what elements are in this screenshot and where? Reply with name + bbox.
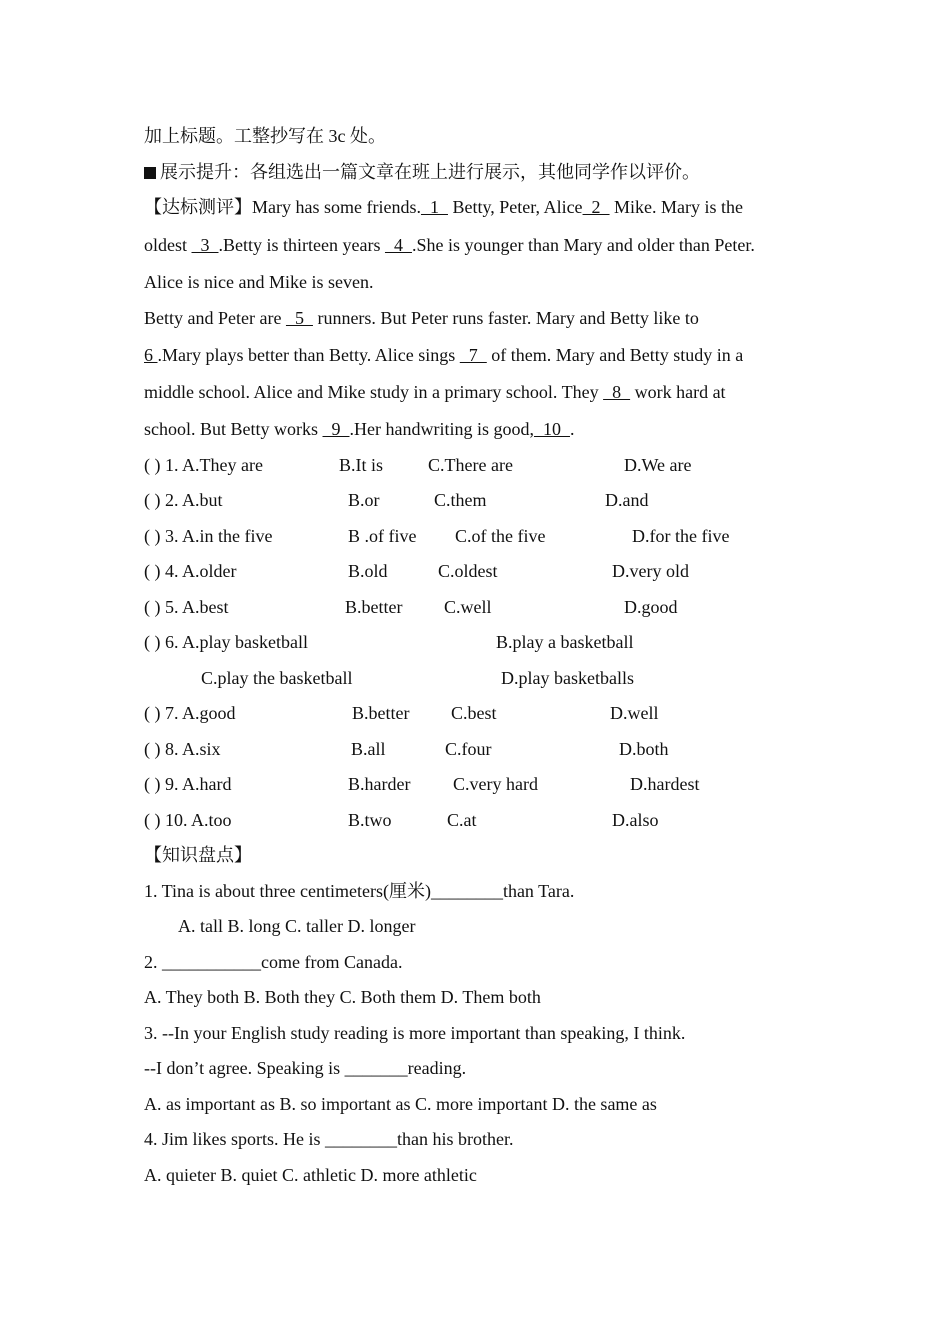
black-square-icon	[144, 167, 156, 179]
blank-3: 3	[191, 234, 219, 255]
blank-2: 2	[582, 197, 610, 217]
blank-7: 7	[459, 344, 487, 365]
document-page	[144, 118, 824, 1193]
passage-line-2: oldest 3 .Betty is thirteen years 4 .She is younger than Mary and older than Peter.	[144, 234, 755, 255]
knowledge-q3-reply: --I don’t agree. Speaking is _______reading.	[144, 1058, 467, 1078]
passage-line-6: middle school. Alice and Mike study in a primary school. They 8 work hard at	[144, 381, 726, 402]
knowledge-q3-options: A. as important as B. so important as C. more important D. the same as	[144, 1093, 657, 1114]
knowledge-q2: 2. ___________come from Canada.	[144, 951, 403, 972]
question-8: ( ) 8. A.six B.all C.four D.both	[144, 738, 669, 759]
intro-line-1: 加上标题。工整抄写在 3c 处。	[144, 126, 386, 146]
knowledge-q4: 4. Jim likes sports. He is ________than his brother.	[144, 1129, 514, 1149]
blank-8: 8	[603, 381, 631, 402]
question-5: ( ) 5. A.best B.better C.well D.good	[144, 596, 678, 617]
passage-line-1: 【达标测评】Mary has some friends. 1 Betty, Peter, Alice 2 Mike. Mary is the	[144, 197, 744, 217]
question-1: ( ) 1. A.They are B.It is C.There are D.We are	[144, 454, 692, 475]
passage-line-5: 6 .Mary plays better than Betty. Alice sings 7 of them. Mary and Betty study in a	[144, 344, 744, 365]
blank-5: 5	[285, 307, 313, 328]
knowledge-q3: 3. --In your English study reading is more important than speaking, I think.	[144, 1022, 686, 1043]
question-6: ( ) 6. A.play basketball B.play a basketball	[144, 632, 634, 652]
question-6-continued: C.play the basketball D.play basketballs	[201, 667, 634, 688]
knowledge-heading: 【知识盘点】	[144, 845, 252, 865]
knowledge-q1-options: A. tall B. long C. taller D. longer	[178, 916, 416, 936]
question-4: ( ) 4. A.older B.old C.oldest D.very old	[144, 561, 689, 581]
blank-10: 10	[533, 418, 570, 439]
blank-4: 4	[384, 234, 412, 255]
blank-6: 6	[144, 344, 158, 365]
question-2: ( ) 2. A.but B.or C.them D.and	[144, 490, 649, 510]
knowledge-q4-options: A. quieter B. quiet C. athletic D. more athletic	[144, 1164, 477, 1185]
question-10: ( ) 10. A.too B.two C.at D.also	[144, 809, 659, 830]
blank-1: 1	[420, 197, 448, 217]
knowledge-q1: 1. Tina is about three centimeters(厘米)________than Tara.	[144, 880, 575, 901]
intro-line-2: 展示提升：各组选出一篇文章在班上进行展示，其他同学作以评价。	[144, 154, 824, 190]
passage-line-3: Alice is nice and Mike is seven.	[144, 271, 374, 292]
passage-line-4: Betty and Peter are 5 runners. But Peter runs faster. Mary and Betty like to	[144, 307, 699, 328]
passage-line-7: school. But Betty works 9 .Her handwriting is good, 10 .	[144, 418, 575, 439]
question-9: ( ) 9. A.hard B.harder C.very hard D.hardest	[144, 774, 700, 794]
blank-9: 9	[322, 418, 350, 439]
knowledge-q2-options: A. They both B. Both they C. Both them D. Them both	[144, 987, 541, 1007]
question-7: ( ) 7. A.good B.better C.best D.well	[144, 703, 659, 723]
question-3: ( ) 3. A.in the five B .of five C.of the five D.for the five	[144, 525, 730, 546]
